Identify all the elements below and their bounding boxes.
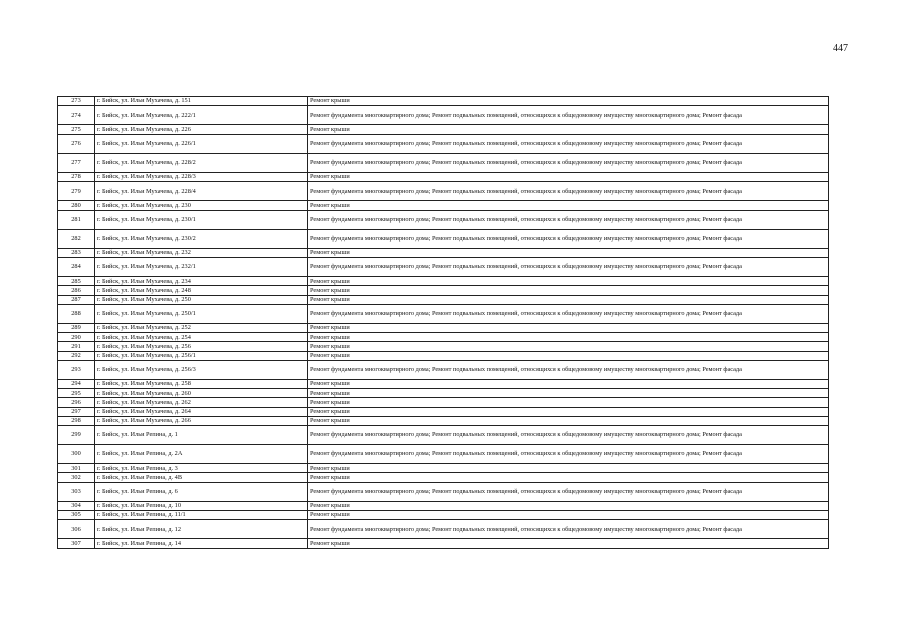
table-row: [58, 416, 829, 425]
row-number-cell: 299: [58, 425, 95, 444]
work-type-cell: Ремонт крыши: [308, 407, 829, 416]
table-row: [58, 153, 829, 172]
work-type-cell: Ремонт крыши: [308, 172, 829, 181]
table-row: [58, 172, 829, 181]
work-type-cell: Ремонт крыши: [308, 97, 829, 106]
work-type-cell: Ремонт крыши: [308, 511, 829, 520]
repair-works-table: [57, 96, 829, 549]
work-type-cell: Ремонт фундамента многоквартирного дома; Ремонт подвальных помещений, относящихся к общедомовому имуществу многоквартирного дома; Ремонт фасада: [308, 425, 829, 444]
table-row: [58, 248, 829, 257]
table-row: [58, 501, 829, 510]
work-type-cell: Ремонт крыши: [308, 277, 829, 286]
address-cell: г. Бийск, ул. Ильи Мухачева, д. 228/3: [95, 172, 308, 181]
page-number: 447: [833, 43, 848, 54]
table-row: [58, 379, 829, 388]
row-number-cell: 298: [58, 416, 95, 425]
address-cell: г. Бийск, ул. Ильи Мухачева, д. 228/4: [95, 182, 308, 201]
work-type-cell: Ремонт крыши: [308, 473, 829, 482]
address-cell: г. Бийск, ул. Ильи Репина, д. 3: [95, 464, 308, 473]
row-number-cell: 293: [58, 360, 95, 379]
work-type-cell: Ремонт крыши: [308, 379, 829, 388]
row-number-cell: 273: [58, 97, 95, 106]
address-cell: г. Бийск, ул. Ильи Мухачева, д. 226/1: [95, 134, 308, 153]
table-row: [58, 277, 829, 286]
work-type-cell: Ремонт крыши: [308, 125, 829, 134]
row-number-cell: 278: [58, 172, 95, 181]
address-cell: г. Бийск, ул. Ильи Мухачева, д. 256: [95, 342, 308, 351]
row-number-cell: 304: [58, 501, 95, 510]
table-row: [58, 342, 829, 351]
row-number-cell: 275: [58, 125, 95, 134]
work-type-cell: Ремонт фундамента многоквартирного дома; Ремонт подвальных помещений, относящихся к общедомовому имуществу многоквартирного дома; Ремонт фасада: [308, 153, 829, 172]
table-row: [58, 482, 829, 501]
work-type-cell: Ремонт крыши: [308, 324, 829, 333]
row-number-cell: 284: [58, 258, 95, 277]
row-number-cell: 291: [58, 342, 95, 351]
table-row: [58, 97, 829, 106]
row-number-cell: 297: [58, 407, 95, 416]
table-row: [58, 258, 829, 277]
table-row: [58, 425, 829, 444]
row-number-cell: 305: [58, 511, 95, 520]
table-row: [58, 324, 829, 333]
row-number-cell: 289: [58, 324, 95, 333]
work-type-cell: Ремонт крыши: [308, 464, 829, 473]
table-row: [58, 286, 829, 295]
address-cell: г. Бийск, ул. Ильи Мухачева, д. 230/2: [95, 229, 308, 248]
work-type-cell: Ремонт крыши: [308, 398, 829, 407]
table-row: [58, 304, 829, 323]
address-cell: г. Бийск, ул. Ильи Мухачева, д. 252: [95, 324, 308, 333]
row-number-cell: 290: [58, 333, 95, 342]
work-type-cell: Ремонт фундамента многоквартирного дома; Ремонт подвальных помещений, относящихся к общедомовому имуществу многоквартирного дома; Ремонт фасада: [308, 482, 829, 501]
address-cell: г. Бийск, ул. Ильи Мухачева, д. 256/3: [95, 360, 308, 379]
table-row: [58, 351, 829, 360]
address-cell: г. Бийск, ул. Ильи Мухачева, д. 260: [95, 389, 308, 398]
work-type-cell: Ремонт фундамента многоквартирного дома; Ремонт подвальных помещений, относящихся к общедомовому имуществу многоквартирного дома; Ремонт фасада: [308, 304, 829, 323]
table-row: [58, 106, 829, 125]
table-row: [58, 407, 829, 416]
row-number-cell: 277: [58, 153, 95, 172]
address-cell: г. Бийск, ул. Ильи Мухачева, д. 258: [95, 379, 308, 388]
row-number-cell: 307: [58, 539, 95, 548]
row-number-cell: 285: [58, 277, 95, 286]
work-type-cell: Ремонт фундамента многоквартирного дома; Ремонт подвальных помещений, относящихся к общедомовому имуществу многоквартирного дома; Ремонт фасада: [308, 445, 829, 464]
address-cell: г. Бийск, ул. Ильи Мухачева, д. 230: [95, 201, 308, 210]
work-type-cell: Ремонт фундамента многоквартирного дома; Ремонт подвальных помещений, относящихся к общедомовому имуществу многоквартирного дома; Ремонт фасада: [308, 520, 829, 539]
work-type-cell: Ремонт крыши: [308, 342, 829, 351]
table-row: [58, 182, 829, 201]
address-cell: г. Бийск, ул. Ильи Мухачева, д. 234: [95, 277, 308, 286]
address-cell: г. Бийск, ул. Ильи Репина, д. 6: [95, 482, 308, 501]
table-row: [58, 295, 829, 304]
work-type-cell: Ремонт крыши: [308, 295, 829, 304]
work-type-cell: Ремонт фундамента многоквартирного дома; Ремонт подвальных помещений, относящихся к общедомовому имуществу многоквартирного дома; Ремонт фасада: [308, 258, 829, 277]
row-number-cell: 303: [58, 482, 95, 501]
row-number-cell: 301: [58, 464, 95, 473]
table-row: [58, 520, 829, 539]
work-type-cell: Ремонт крыши: [308, 286, 829, 295]
table-row: [58, 134, 829, 153]
address-cell: г. Бийск, ул. Ильи Мухачева, д. 222/1: [95, 106, 308, 125]
row-number-cell: 283: [58, 248, 95, 257]
address-cell: г. Бийск, ул. Ильи Мухачева, д. 151: [95, 97, 308, 106]
address-cell: г. Бийск, ул. Ильи Репина, д. 11/1: [95, 511, 308, 520]
work-type-cell: Ремонт фундамента многоквартирного дома; Ремонт подвальных помещений, относящихся к общедомовому имуществу многоквартирного дома; Ремонт фасада: [308, 182, 829, 201]
work-type-cell: Ремонт крыши: [308, 539, 829, 548]
work-type-cell: Ремонт крыши: [308, 416, 829, 425]
address-cell: г. Бийск, ул. Ильи Мухачева, д. 264: [95, 407, 308, 416]
row-number-cell: 280: [58, 201, 95, 210]
table-row: [58, 333, 829, 342]
address-cell: г. Бийск, ул. Ильи Мухачева, д. 232: [95, 248, 308, 257]
address-cell: г. Бийск, ул. Ильи Мухачева, д. 232/1: [95, 258, 308, 277]
table-row: [58, 445, 829, 464]
row-number-cell: 306: [58, 520, 95, 539]
work-type-cell: Ремонт фундамента многоквартирного дома; Ремонт подвальных помещений, относящихся к общедомовому имуществу многоквартирного дома; Ремонт фасада: [308, 210, 829, 229]
row-number-cell: 300: [58, 445, 95, 464]
address-cell: г. Бийск, ул. Ильи Репина, д. 10: [95, 501, 308, 510]
work-type-cell: Ремонт фундамента многоквартирного дома; Ремонт подвальных помещений, относящихся к общедомовому имуществу многоквартирного дома; Ремонт фасада: [308, 229, 829, 248]
address-cell: г. Бийск, ул. Ильи Мухачева, д. 228/2: [95, 153, 308, 172]
work-type-cell: Ремонт крыши: [308, 501, 829, 510]
row-number-cell: 276: [58, 134, 95, 153]
row-number-cell: 279: [58, 182, 95, 201]
address-cell: г. Бийск, ул. Ильи Мухачева, д. 262: [95, 398, 308, 407]
address-cell: г. Бийск, ул. Ильи Мухачева, д. 248: [95, 286, 308, 295]
work-type-cell: Ремонт крыши: [308, 201, 829, 210]
table-row: [58, 201, 829, 210]
table-row: [58, 125, 829, 134]
address-cell: г. Бийск, ул. Ильи Репина, д. 12: [95, 520, 308, 539]
table-row: [58, 539, 829, 548]
address-cell: г. Бийск, ул. Ильи Мухачева, д. 266: [95, 416, 308, 425]
work-type-cell: Ремонт крыши: [308, 389, 829, 398]
table-row: [58, 398, 829, 407]
row-number-cell: 288: [58, 304, 95, 323]
address-cell: г. Бийск, ул. Ильи Мухачева, д. 256/1: [95, 351, 308, 360]
row-number-cell: 274: [58, 106, 95, 125]
table-row: [58, 389, 829, 398]
row-number-cell: 295: [58, 389, 95, 398]
address-cell: г. Бийск, ул. Ильи Репина, д. 2А: [95, 445, 308, 464]
work-type-cell: Ремонт крыши: [308, 248, 829, 257]
address-cell: г. Бийск, ул. Ильи Мухачева, д. 250: [95, 295, 308, 304]
table-row: [58, 473, 829, 482]
work-type-cell: Ремонт фундамента многоквартирного дома; Ремонт подвальных помещений, относящихся к общедомовому имуществу многоквартирного дома; Ремонт фасада: [308, 134, 829, 153]
address-cell: г. Бийск, ул. Ильи Репина, д. 14: [95, 539, 308, 548]
row-number-cell: 302: [58, 473, 95, 482]
address-cell: г. Бийск, ул. Ильи Мухачева, д. 230/1: [95, 210, 308, 229]
work-type-cell: Ремонт крыши: [308, 351, 829, 360]
table-row: [58, 511, 829, 520]
row-number-cell: 292: [58, 351, 95, 360]
address-cell: г. Бийск, ул. Ильи Мухачева, д. 250/1: [95, 304, 308, 323]
table-row: [58, 210, 829, 229]
address-cell: г. Бийск, ул. Ильи Мухачева, д. 254: [95, 333, 308, 342]
address-cell: г. Бийск, ул. Ильи Репина, д. 4В: [95, 473, 308, 482]
address-cell: г. Бийск, ул. Ильи Репина, д. 1: [95, 425, 308, 444]
table-row: [58, 464, 829, 473]
row-number-cell: 294: [58, 379, 95, 388]
work-type-cell: Ремонт фундамента многоквартирного дома; Ремонт подвальных помещений, относящихся к общедомовому имуществу многоквартирного дома; Ремонт фасада: [308, 106, 829, 125]
table-row: [58, 229, 829, 248]
row-number-cell: 281: [58, 210, 95, 229]
table-row: [58, 360, 829, 379]
row-number-cell: 296: [58, 398, 95, 407]
work-type-cell: Ремонт крыши: [308, 333, 829, 342]
row-number-cell: 287: [58, 295, 95, 304]
table-body: [58, 97, 829, 549]
address-cell: г. Бийск, ул. Ильи Мухачева, д. 226: [95, 125, 308, 134]
work-type-cell: Ремонт фундамента многоквартирного дома; Ремонт подвальных помещений, относящихся к общедомовому имуществу многоквартирного дома; Ремонт фасада: [308, 360, 829, 379]
row-number-cell: 282: [58, 229, 95, 248]
row-number-cell: 286: [58, 286, 95, 295]
